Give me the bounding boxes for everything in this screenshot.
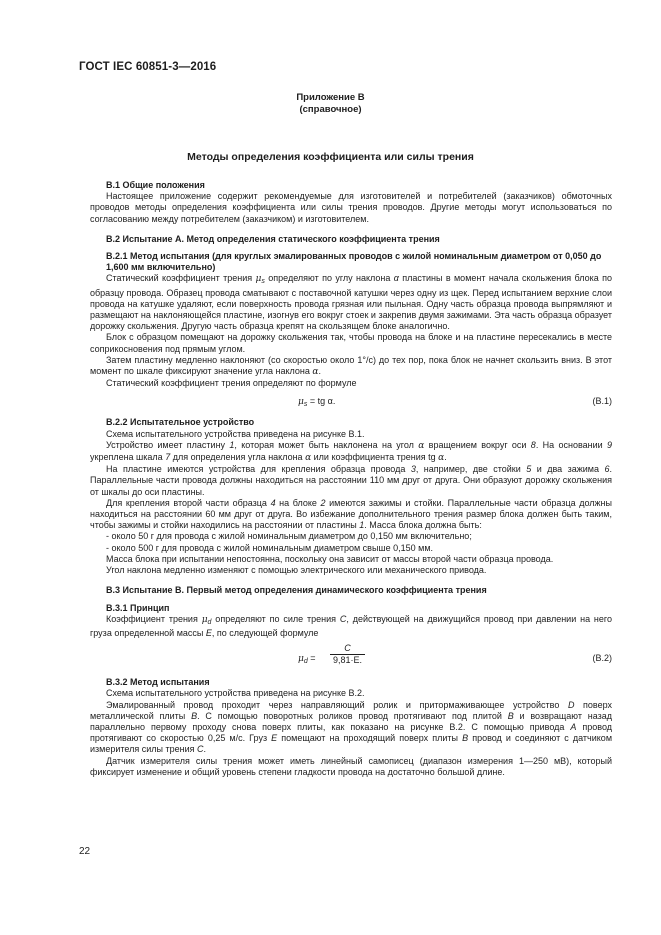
subsection-b21-heading: В.2.1 Метод испытания (для круглых эмалированных проводов с жилой номинальным диаметром от 0,050 до 1,600 мм включительно) [106, 251, 602, 273]
b32-paragraph-3: Датчик измерителя силы трения может иметь линейный самописец (диапазон измерения 1—250 мВ), который фиксирует изменение и общий уровень степени гладкости провода на достаточно большой длине. [90, 755, 612, 777]
formula-b1-number: (В.1) [592, 396, 612, 407]
b21-paragraph-3: Затем пластину медленно наклоняют (со скоростью около 1°/с) до тех пор, пока блок не начнет скользить вниз. В этот момент по шкале фиксируют значение угла наклона α. [90, 354, 612, 378]
appendix-main-title: Методы определения коэффициента или силы трения [187, 151, 474, 163]
page-number: 22 [79, 846, 91, 857]
formula-b2-denominator: 9,81·E. [333, 655, 363, 666]
formula-b2-lhs: $\mu_d$ = [298, 653, 316, 666]
b22-paragraph-4: Для крепления второй части образца 4 на блоке 2 имеются зажимы и стойки. Параллельные части образца должны находиться на расстоянии 60 мм друг от друга. Во избежание дополнительного трения размер блока должен быть таким, чтобы зажимы и стойки находились на расстоянии от пластины 1. Масса блока должна быть: [90, 497, 612, 531]
section-b1-heading: В.1 Общие положения [106, 180, 205, 190]
b22-paragraph-2: Устройство имеет пластину 1, которая может быть наклонена на угол α вращением вокруг оси 8. На основании 9 укреплена шкала 7 для определения угла наклона α или коэффициента трения tg α. [90, 439, 613, 464]
b22-paragraph-6: Угол наклона медленно изменяют с помощью электрического или механического привода. [106, 565, 487, 576]
b21-paragraph-1: Статический коэффициент трения $\mu_s$ определяют по углу наклона α пластины в момент начала скольжения блока по образцу провода. Образец провода сматывают с поставочной катушки через одну из щек. Перед испытанием верхние слои провода на катушке удаляют, если поверхность провода грязная или пыльная. Одну часть образца провода выпрямляют и размещают на наклоняющейся пластине, изогнув его вокруг стоек и закрепив двумя зажимами. Эта часть образца образует дорожку скольжения. Другую часть образца крепят на скользящем блоке аналогично. [90, 273, 612, 332]
document-standard-id: ГОСТ IEC 60851-3—2016 [79, 61, 217, 73]
formula-b2-number: (В.2) [592, 653, 612, 664]
subsection-b32-heading: В.3.2 Метод испытания [106, 677, 210, 688]
b22-paragraph-5: Масса блока при испытании непостоянна, поскольку она зависит от массы второй части образца провода. [106, 553, 554, 564]
b22-paragraph-3: На пластине имеются устройства для крепления образца провода 3, например, две стойки 5 и два зажима 6. Параллельные части провода должны находиться на расстоянии 110 мм друг от друга. Они образуют дорожку скольжения от шкалы до оси пластины. [90, 464, 612, 497]
formula-b2-numerator: C [330, 643, 365, 655]
b21-paragraph-4: Статический коэффициент трения определяют по формуле [106, 378, 357, 389]
formula-b1 [90, 392, 612, 414]
b31-paragraph-1: Коэффициент трения $\mu_d$ определяют по силе трения C, действующей на движущийся провод при давлении на него груза определенной массы E, по следующей формуле [90, 613, 612, 638]
section-b1-paragraph: Настоящее приложение содержит рекомендуемые для изготовителей и потребителей (заказчиков) обмоточных проводов методы определения коэффициента или силы трения проводов. Другие методы могут использоваться по согласованию между потребителем (заказчиком) и изготовителем. [90, 191, 612, 224]
b21-paragraph-2: Блок с образцом помещают на дорожку скольжения так, чтобы провода на блоке и на пластине пересекались в месте соприкосновения под прямым углом. [90, 332, 612, 354]
document-body [90, 180, 612, 778]
appendix-note: (справочное) [299, 104, 362, 115]
b32-paragraph-2: Эмалированный провод проходит через направляющий ролик и притормаживающее устройство D поверх металлической плиты B. С помощью поворотных роликов провод протягивают под плитой B и возвращают назад параллельно первому проходу снова поверх плиты, как показано на рисунке В.2. С помощью привода A провод протягивают со скоростью 0,25 м/с. Груз E помещают на проходящий поверх плиты B провод и соединяют с датчиком измерителя силы трения C. [90, 699, 613, 755]
b22-list-item-2: - около 500 г для провода с жилой номинальным диаметром свыше 0,150 мм. [106, 542, 434, 553]
appendix-heading [0, 92, 661, 116]
b32-paragraph-1: Схема испытательного устройства приведена на рисунке В.2. [106, 688, 365, 699]
section-b2-heading: В.2 Испытание А. Метод определения статического коэффициента трения [106, 233, 440, 244]
formula-b2-fraction [330, 643, 365, 666]
b22-list-item-1: - около 50 г для провода с жилой номинальным диаметром до 0,150 мм включительно; [106, 531, 472, 542]
formula-b2 [90, 643, 612, 673]
formula-b1-expression: $\mu_s$ = tg α. [298, 396, 336, 409]
b22-paragraph-1: Схема испытательного устройства приведена на рисунке В.1. [106, 428, 365, 439]
section-b3-heading: В.3 Испытание В. Первый метод определения динамического коэффициента трения [106, 585, 487, 596]
subsection-b22-heading: В.2.2 Испытательное устройство [106, 417, 255, 428]
appendix-title: Приложение В [296, 92, 365, 103]
subsection-b31-heading: В.3.1 Принцип [106, 602, 170, 613]
